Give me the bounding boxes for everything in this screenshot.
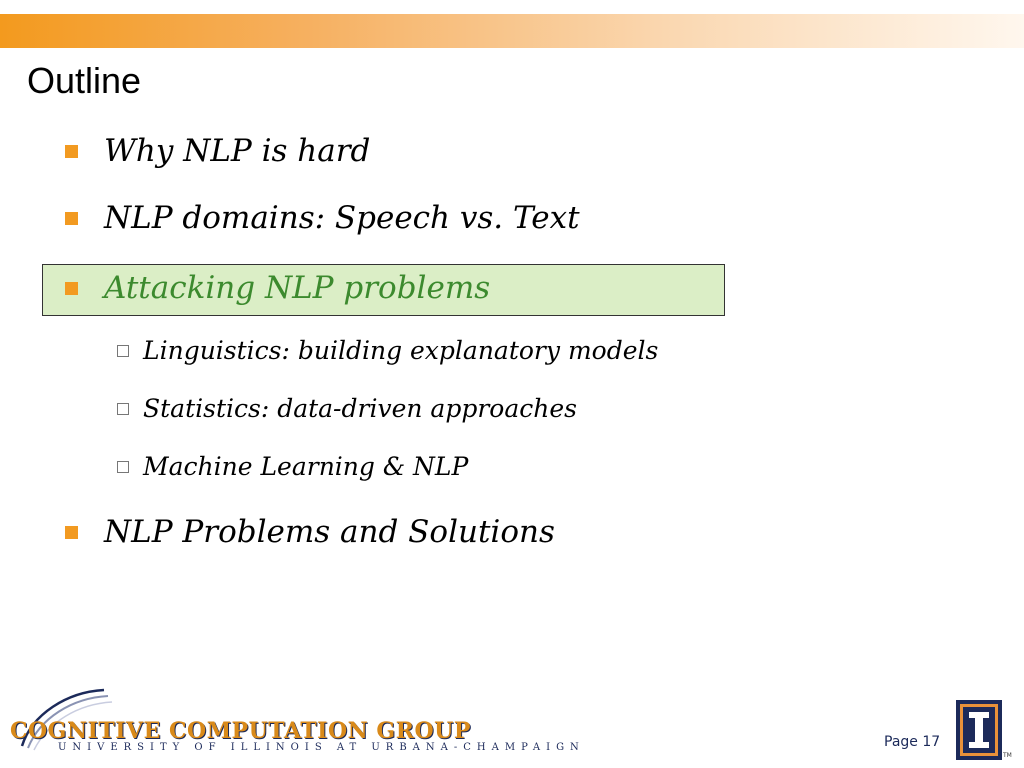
- logo-main-text: COGNITIVE COMPUTATION GROUP: [10, 718, 471, 744]
- trademark-mark: TM: [1003, 752, 1012, 759]
- sub-bullet-text: Statistics: data-driven approaches: [143, 394, 577, 423]
- sub-bullet-item: [117, 452, 468, 481]
- bullet-text: Why NLP is hard: [104, 133, 371, 169]
- sub-bullet-item: [117, 336, 658, 365]
- logo-sub-text: UNIVERSITY OF ILLINOIS AT URBANA-CHAMPAIGN: [58, 742, 585, 753]
- bullet-item-highlighted: [65, 270, 490, 306]
- bullet-text: Attacking NLP problems: [104, 270, 491, 306]
- university-block-i-icon: [956, 700, 1002, 760]
- bullet-item: [65, 200, 580, 236]
- hollow-square-bullet-icon: [117, 403, 129, 415]
- square-bullet-icon: [65, 526, 78, 539]
- square-bullet-icon: [65, 212, 78, 225]
- cognitive-computation-group-logo: [6, 684, 585, 762]
- hollow-square-bullet-icon: [117, 345, 129, 357]
- bullet-item: [65, 514, 555, 550]
- bullet-text: NLP domains: Speech vs. Text: [104, 200, 580, 236]
- square-bullet-icon: [65, 145, 78, 158]
- bullet-text: NLP Problems and Solutions: [104, 514, 555, 550]
- sub-bullet-text: Linguistics: building explanatory models: [143, 336, 659, 365]
- slide-title: Outline: [27, 60, 142, 101]
- hollow-square-bullet-icon: [117, 461, 129, 473]
- bullet-item: [65, 133, 370, 169]
- sub-bullet-text: Machine Learning & NLP: [143, 452, 469, 481]
- square-bullet-icon: [65, 282, 78, 295]
- sub-bullet-item: [117, 394, 577, 423]
- header-gradient-bar: [0, 14, 1024, 48]
- page-number: Page 17: [884, 734, 941, 750]
